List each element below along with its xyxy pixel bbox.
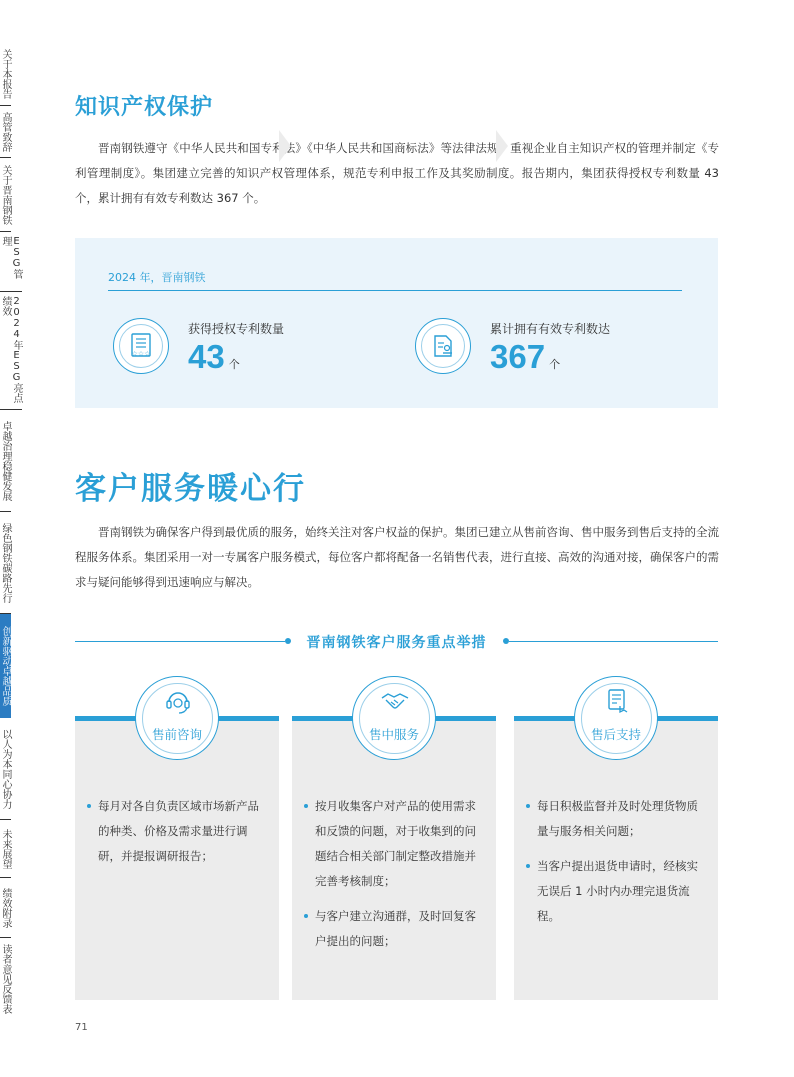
headset-icon xyxy=(163,686,193,716)
pre-sales-badge xyxy=(135,676,219,760)
cs-body-text: 晋南钢铁为确保客户得到最优质的服务，始终关注对客户权益的保护。集团已建立从售前咨询、售中服务到售后支持的全流程服务体系。集团采用一对一专属客户服务模式，每位客户都将配备一名销售代表，进行直接、高效的沟通对接，确保客户的需求与疑问能够得到迅速响应与解决。 xyxy=(75,525,719,589)
stat-value: 43 个 xyxy=(188,338,240,375)
handshake-icon xyxy=(380,686,410,716)
column-after-sales xyxy=(514,716,718,1000)
stats-divider xyxy=(108,290,682,291)
nav-item-about-company[interactable]: 关于晋南钢铁 xyxy=(0,158,11,232)
list-item: 按月收集客户对产品的使用需求和反馈的问题，对于收集到的问题结合相关部门制定整改措施并完善考核制度； xyxy=(304,794,484,894)
after-sales-list xyxy=(526,794,706,939)
list-item: 与客户建立沟通群，及时回复客户提出的问题； xyxy=(304,904,484,954)
column-in-sales xyxy=(292,716,496,1000)
chapter-sidebar xyxy=(0,42,36,1020)
stat-name: 累计拥有有效专利数达 xyxy=(490,322,611,336)
nav-item-about-report[interactable]: 关于本报告 xyxy=(0,42,11,106)
nav-item-people[interactable]: 以人为本同心协力 xyxy=(0,718,11,820)
pre-sales-list xyxy=(87,794,267,879)
checklist-icon xyxy=(602,686,632,716)
cs-section-title: 客户服务暖心行 xyxy=(75,471,306,507)
column-arrow xyxy=(496,130,508,162)
svg-text:☆☆☆: ☆☆☆ xyxy=(131,350,151,358)
certificate-icon xyxy=(113,318,169,374)
stat-granted-patents xyxy=(113,318,393,388)
ip-section-title: 知识产权保护 xyxy=(75,95,214,120)
nav-item-governance[interactable]: 卓越治理稳健发展 xyxy=(0,410,11,512)
nav-item-green-steel[interactable]: 绿色钢铁碳路先行 xyxy=(0,512,11,614)
in-sales-list xyxy=(304,794,484,964)
stats-label: 2024 年，晋南钢铁 xyxy=(108,271,206,284)
nav-item-esg-highlights[interactable]: 2024年ESG亮点绩效 xyxy=(0,292,22,410)
nav-item-esg-management[interactable]: ESG管理 xyxy=(0,232,22,292)
in-sales-label: 售中服务 xyxy=(368,727,419,742)
patent-document-icon xyxy=(415,318,471,374)
heading-line-right xyxy=(509,641,718,642)
pre-sales-label: 售前咨询 xyxy=(151,727,202,742)
list-item: 每日积极监督并及时处理货物质量与服务相关问题； xyxy=(526,794,706,844)
nav-item-innovation[interactable]: 创新驱动卓越品质 xyxy=(0,614,11,718)
ip-stats-panel xyxy=(75,238,718,408)
nav-item-executive-message[interactable]: 高管致辞 xyxy=(0,106,11,158)
after-sales-badge xyxy=(574,676,658,760)
stat-total-patents xyxy=(415,318,695,388)
after-sales-label: 售后支持 xyxy=(590,727,641,742)
in-sales-badge xyxy=(352,676,436,760)
list-item: 每月对各自负责区域市场新产品的种类、价格及需求量进行调研，并提报调研报告； xyxy=(87,794,267,869)
nav-item-outlook[interactable]: 未来展望 xyxy=(0,820,11,878)
column-pre-sales xyxy=(75,716,279,1000)
nav-item-appendix[interactable]: 绩效附录 xyxy=(0,878,11,938)
page-number: 71 xyxy=(75,1022,88,1033)
column-arrow xyxy=(279,130,291,162)
measures-heading xyxy=(75,630,718,654)
measures-title: 晋南钢铁客户服务重点举措 xyxy=(306,635,487,651)
nav-item-feedback[interactable]: 读者意见反馈表 xyxy=(0,944,11,1014)
stat-name: 获得授权专利数量 xyxy=(188,322,285,336)
stat-value: 367 个 xyxy=(490,338,561,375)
list-item: 当客户提出退货申请时，经核实无误后 1 小时内办理完退货流程。 xyxy=(526,854,706,929)
ip-body-text: 晋南钢铁遵守《中华人民共和国专利法》《中华人民共和国商标法》等法律法规，重视企业自主知识产权的管理并制定《专利管理制度》。集团建立完善的知识产权管理体系，规范专利申报工作及其奖励制度。报告期内，集团获得授权专利数量 43 个，累计拥有有效专利数达 367 个。 xyxy=(75,141,719,205)
